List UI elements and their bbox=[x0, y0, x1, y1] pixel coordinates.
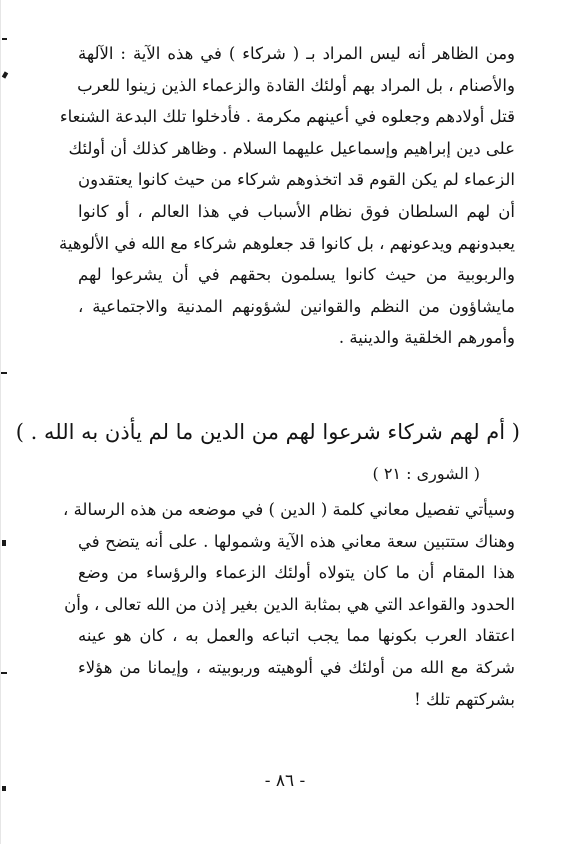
text-line: الحدود والقواعد التي هي بمثابة الدين بغير إذن من الله تعالى ، وأن bbox=[64, 594, 515, 614]
text-line: والربوبية من حيث كانوا يسلمون بحقهم في أن يشرعوا لهم bbox=[78, 265, 515, 285]
scan-speck bbox=[2, 786, 6, 791]
text-line: والأصنام ، بل المراد بهم أولئك القادة والزعماء الذين زينوا للعرب bbox=[77, 75, 515, 95]
text-line: يعبدونهم ويدعونهم ، بل كانوا قد جعلوهم شركاء مع الله في الألوهية bbox=[59, 233, 515, 253]
quran-verse: ( أم لهم شركاء شرعوا لهم من الدين ما لم يأذن به الله . ) bbox=[15, 420, 520, 444]
scan-speck bbox=[1, 672, 7, 674]
text-line: على دين إبراهيم وإسماعيل عليهما السلام . وظاهر كذلك أن أولئك bbox=[68, 138, 515, 158]
scan-speck bbox=[2, 38, 7, 40]
scan-speck bbox=[1, 372, 7, 374]
scan-edge-shadow bbox=[0, 0, 1, 844]
text-line: شركة مع الله من أولئك في ألوهيته وربوبيته ، وإيمانا من هؤلاء bbox=[78, 657, 515, 677]
text-line: مايشاؤون من النظم والقوانين لشؤونهم المدنية والاجتماعية ، bbox=[78, 296, 515, 316]
text-line: ومن الظاهر أنه ليس المراد بـ ( شركاء ) في هذه الآية : الآلهة bbox=[78, 44, 515, 63]
text-line: بشركتهم تلك ! bbox=[414, 689, 515, 709]
text-line: اعتقاد العرب بكونها مما يجب اتباعه والعمل به ، كان هو عينه bbox=[78, 626, 515, 646]
verse-reference: ( الشورى : ٢١ ) bbox=[372, 464, 480, 483]
text-line: وهناك ستتبين سعة معاني هذه الآية وشمولها . على أنه يتضح في bbox=[78, 531, 515, 551]
scan-speck bbox=[2, 540, 6, 546]
text-line: الزعماء لم يكن القوم قد اتخذوهم شركاء من حيث كانوا يعتقدون bbox=[78, 170, 515, 190]
paragraph-2 bbox=[63, 494, 515, 715]
text-line: وسيأتي تفصيل معاني كلمة ( الدين ) في موضعه من هذه الرسالة ، bbox=[63, 500, 515, 519]
text-line: قتل أولادهم وجعلوه في أعينهم مكرمة . فأدخلوا تلك البدعة الشنعاء bbox=[59, 107, 515, 127]
scan-speck bbox=[2, 71, 8, 78]
text-line: أن لهم السلطان فوق نظام الأسباب في هذا العالم ، أو كانوا bbox=[78, 201, 515, 221]
text-line: هذا المقام أن ما كان يتولاه أولئك الزعماء والرؤساء من وضع bbox=[78, 563, 515, 583]
paragraph-1 bbox=[59, 38, 515, 354]
text-line: وأمورهم الخلقية والدينية . bbox=[338, 328, 515, 348]
page-number: - ٨٦ - bbox=[264, 771, 306, 791]
